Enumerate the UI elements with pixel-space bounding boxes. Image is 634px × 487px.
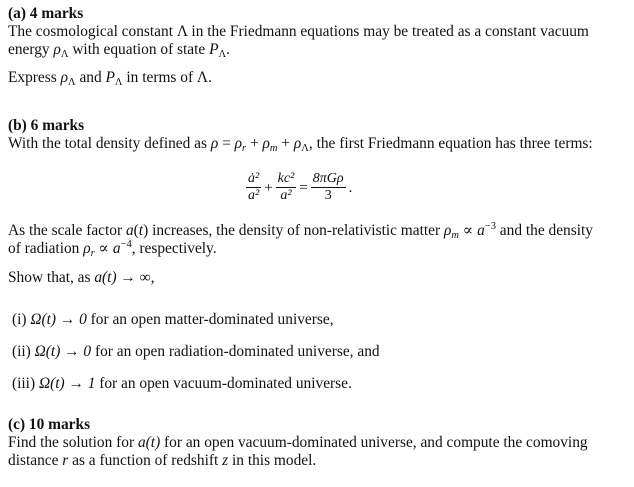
part-a-line-2: energy $\rho_\Lambda$ with equation of state $P_\Lambda$. <box>8 41 230 60</box>
part-b-show: Show that, as a(t) → ∞, <box>8 269 155 286</box>
friedmann-equation: $\frac{\text{ȧ²}}{\text{a²}}$ + $\frac{\text{kc²}}{\text{a²}}$ = $\frac{\text{8πGρ}}{3}$ . <box>248 171 353 203</box>
part-b-heading: (b) 6 marks <box>8 117 85 134</box>
part-b-line-1: With the total density defined as $\rho = \rho_r + \rho_m + \rho_\Lambda$, the first Friedmann equation has three terms: <box>8 135 593 154</box>
list-item: (iii) Ω(t) → 1 for an open vacuum-dominated universe. <box>12 375 352 392</box>
part-a-heading: (a) 4 marks <box>8 5 84 22</box>
part-a-line-1: The cosmological constant Λ in the Friedmann equations may be treated as a constant vacuum <box>8 23 589 40</box>
list-item: (i) Ω(t) → 0 for an open matter-dominated universe, <box>12 311 334 328</box>
adot-squared-over-a-squared: $\frac{\text{ȧ²}}{\text{a²}}$ <box>248 171 260 203</box>
part-a-line-3: Express $\rho_\Lambda$ and $P_\Lambda$ in terms of Λ. <box>8 69 212 88</box>
part-c-line-2: distance r as a function of redshift z in this model. <box>8 452 317 469</box>
density-term: $\frac{\text{8πGρ}}{3}$ <box>312 171 344 203</box>
part-b-line-2: As the scale factor a(t) increases, the density of non-relativistic matter $\rho_m \propto a^{-3}$ and the density <box>8 221 593 241</box>
curvature-term: $\frac{\text{kc²}}{\text{a²}}$ <box>277 171 295 203</box>
part-c-heading: (c) 10 marks <box>8 416 91 433</box>
part-c-line-1: Find the solution for a(t) for an open vacuum-dominated universe, and compute the comoving <box>8 434 588 451</box>
list-item: (ii) Ω(t) → 0 for an open radiation-dominated universe, and <box>12 343 380 360</box>
part-b-line-3: of radiation $\rho_r \propto a^{-4}$, respectively. <box>8 239 217 259</box>
